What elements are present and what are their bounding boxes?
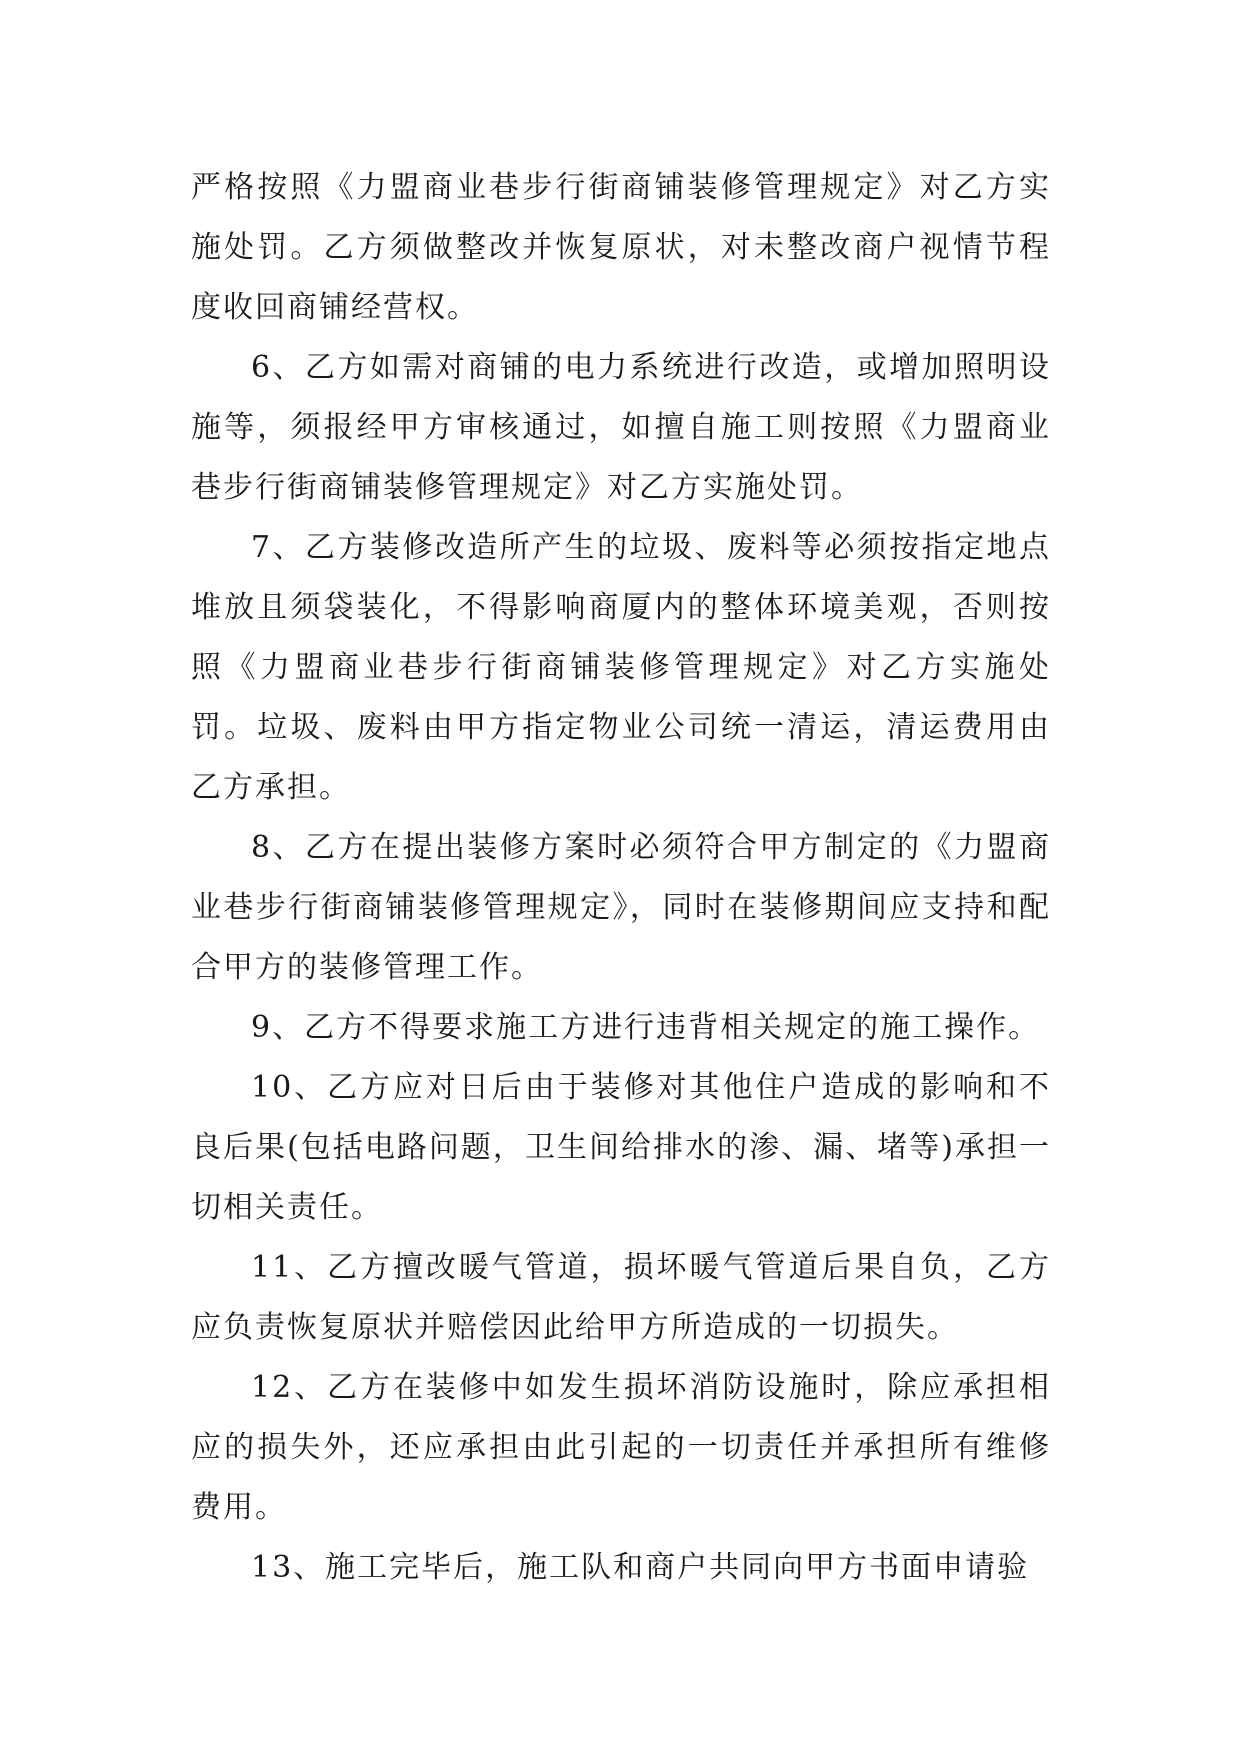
document-body	[191, 158, 1051, 1598]
clause-10: 10、乙方应对日后由于装修对其他住户造成的影响和不良后果(包括电路问题，卫生间给排水的渗、漏、堵等)承担一切相关责任。	[191, 1070, 1051, 1225]
clause-6: 6、乙方如需对商铺的电力系统进行改造，或增加照明设施等，须报经甲方审核通过，如擅自施工则按照《力盟商业巷步行街商铺装修管理规定》对乙方实施处罚。	[191, 350, 1051, 505]
clause-12: 12、乙方在装修中如发生损坏消防设施时，除应承担相应的损失外，还应承担由此引起的一切责任并承担所有维修费用。	[191, 1370, 1051, 1525]
paragraph-continuation: 严格按照《力盟商业巷步行街商铺装修管理规定》对乙方实施处罚。乙方须做整改并恢复原状，对未整改商户视情节程度收回商铺经营权。	[191, 170, 1051, 325]
clause-8: 8、乙方在提出装修方案时必须符合甲方制定的《力盟商业巷步行街商铺装修管理规定》，同时在装修期间应支持和配合甲方的装修管理工作。	[191, 830, 1051, 985]
clause-7: 7、乙方装修改造所产生的垃圾、废料等必须按指定地点堆放且须袋装化，不得影响商厦内的整体环境美观，否则按照《力盟商业巷步行街商铺装修管理规定》对乙方实施处罚。垃圾、废料由甲方指定物业公司统一清运，清运费用由乙方承担。	[191, 530, 1051, 805]
clause-11: 11、乙方擅改暖气管道，损坏暖气管道后果自负，乙方应负责恢复原状并赔偿因此给甲方所造成的一切损失。	[191, 1250, 1051, 1345]
clause-13: 13、施工完毕后，施工队和商户共同向甲方书面申请验	[251, 1550, 1030, 1585]
clause-9: 9、乙方不得要求施工方进行违背相关规定的施工操作。	[251, 1010, 1041, 1045]
